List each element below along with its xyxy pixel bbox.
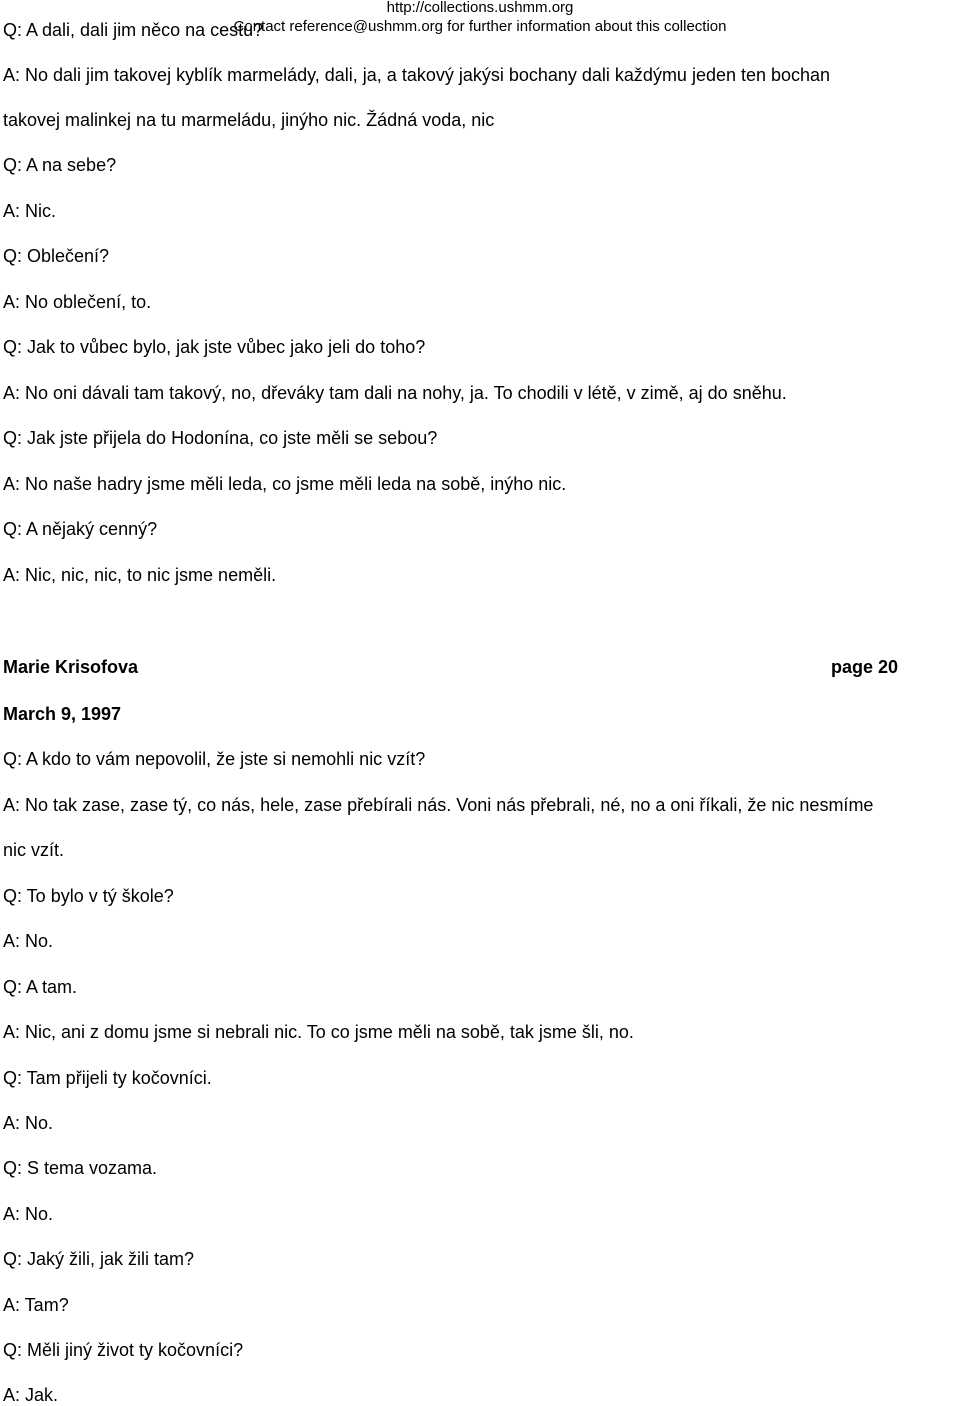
transcript-line: Q: S tema vozama. (3, 1158, 158, 1178)
transcript-line: Q: A na sebe? (3, 155, 117, 175)
running-head-name: Marie Krisofova (3, 657, 139, 677)
transcript-line: A: No oni dávali tam takový, no, dřeváky tam dali na nohy, ja. To chodili v létě, v zimě, aj do sněhu. (3, 383, 787, 403)
transcript-line: A: Nic, ani z domu jsme si nebrali nic. To co jsme měli na sobě, tak jsme šli, no. (3, 1022, 634, 1042)
transcript-line: A: No. (3, 931, 54, 951)
transcript-line: A: No tak zase, zase tý, co nás, hele, zase přebírali nás. Voni nás přebrali, né, no a oni říkali, že nic nesmíme (3, 795, 874, 815)
transcript-line: A: No oblečení, to. (3, 292, 152, 312)
transcript-line: Q: Jaký žili, jak žili tam? (3, 1249, 195, 1269)
running-head-date: March 9, 1997 (3, 704, 122, 724)
transcript-line: A: No. (3, 1204, 54, 1224)
transcript-line: A: Nic. (3, 201, 57, 221)
transcript-line: A: Nic, nic, nic, to nic jsme neměli. (3, 565, 277, 585)
page-number: page 20 (831, 657, 899, 677)
transcript-line: Q: Jak to vůbec bylo, jak jste vůbec jako jeli do toho? (3, 337, 426, 357)
transcript-line: A: No dali jim takovej kyblík marmelády, dali, ja, a takový jakýsi bochany dali každýmu jeden ten bochan (3, 65, 831, 85)
header-url: http://collections.ushmm.org (386, 0, 574, 16)
transcript-line: nic vzít. (3, 840, 65, 860)
transcript-line: A: Tam? (3, 1295, 69, 1315)
transcript-line: Q: Tam přijeli ty kočovníci. (3, 1068, 212, 1088)
transcript-line: Q: Jak jste přijela do Hodonína, co jste měli se sebou? (3, 428, 438, 448)
transcript-line: Q: A nějaký cenný? (3, 519, 158, 539)
transcript-line: Q: A tam. (3, 977, 78, 997)
transcript-line: A: Jak. (3, 1385, 59, 1405)
transcript-line: Q: A dali, dali jim něco na cestu? (3, 20, 264, 40)
transcript-line: A: No. (3, 1113, 54, 1133)
transcript-line: Q: A kdo to vám nepovolil, že jste si nemohli nic vzít? (3, 749, 426, 769)
transcript-line: Q: Oblečení? (3, 246, 110, 266)
transcript-line: takovej malinkej na tu marmeládu, jinýho nic. Žádná voda, nic (3, 110, 495, 130)
transcript-line: A: No naše hadry jsme měli leda, co jsme měli leda na sobě, inýho nic. (3, 474, 567, 494)
transcript-line: Q: Měli jiný život ty kočovníci? (3, 1340, 244, 1360)
header-contact-notice: Contact reference@ushmm.org for further information about this collection (233, 18, 727, 35)
transcript-line: Q: To bylo v tý škole? (3, 886, 174, 906)
